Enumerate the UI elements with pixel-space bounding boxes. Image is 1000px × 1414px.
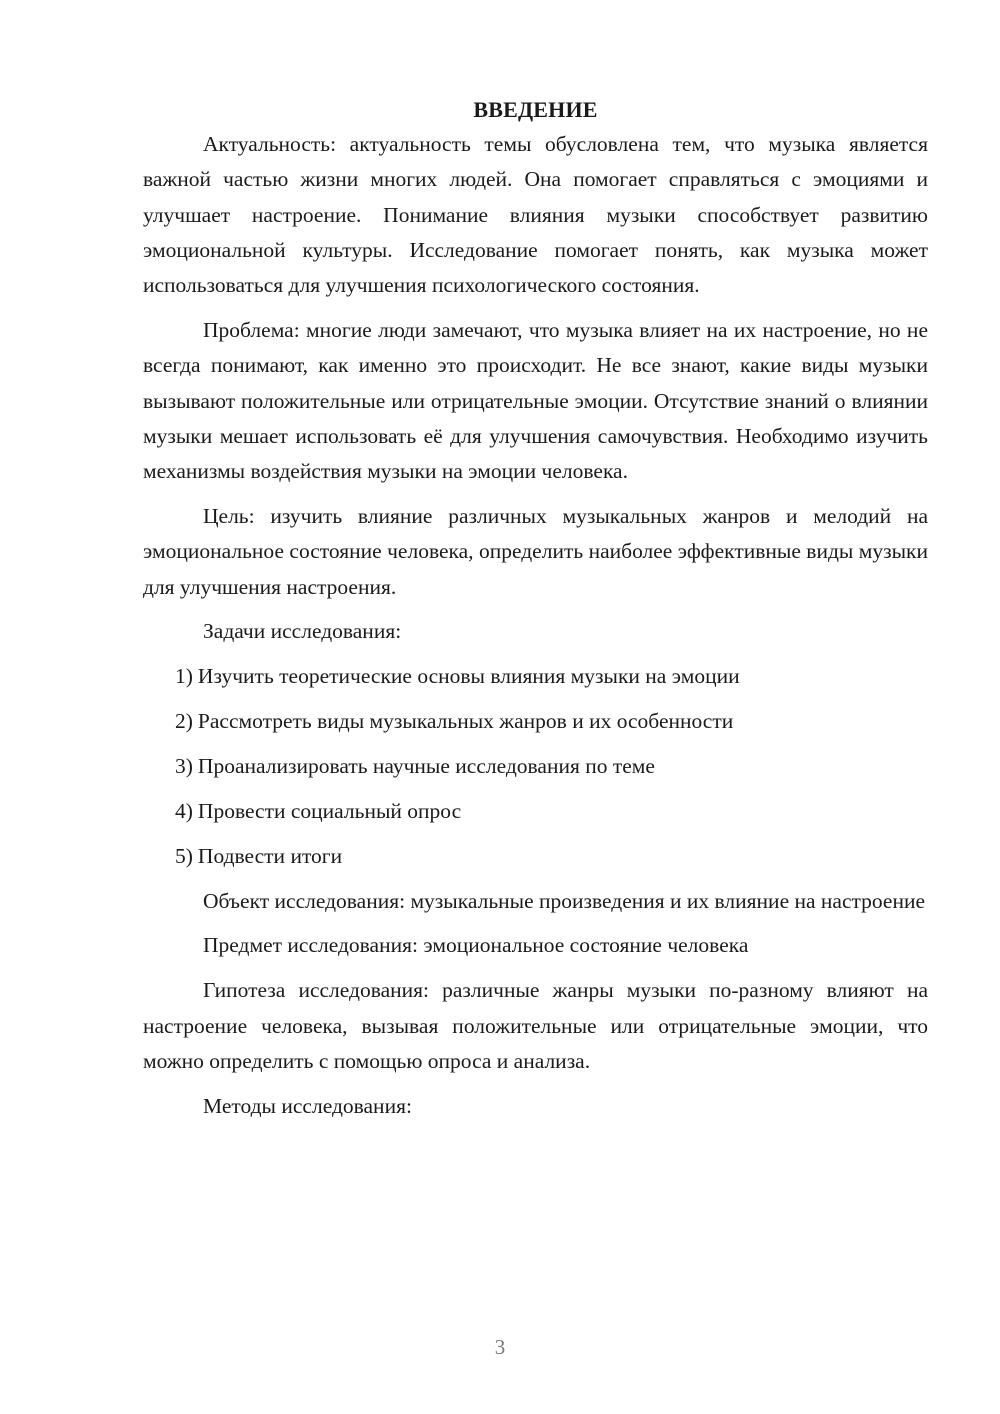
list-item-number: 4) — [175, 798, 193, 823]
paragraph-relevance: Актуальность: актуальность темы обусловлена тем, что музыка является важной частью жизни многих людей. Она помогает справляться с эмоциями и улучшает настроение. Понимание влияния музыки способствует развитию эмоциональной культуры. Исследование помогает понять, как музыка может использоваться для улучшения психологического состояния. — [143, 132, 928, 298]
list-item-text: Проанализировать научные исследования по теме — [197, 753, 655, 778]
paragraph-subject: Предмет исследования: эмоциональное состояние человека — [203, 933, 749, 958]
list-item — [143, 749, 928, 784]
page-number: 3 — [494, 1335, 506, 1359]
list-item — [143, 839, 928, 874]
paragraph-tasks-label: Задачи исследования: — [203, 619, 402, 644]
list-item-number: 2) — [175, 709, 193, 734]
list-item — [143, 659, 928, 694]
page-content — [143, 92, 928, 1133]
paragraph-methods-label: Методы исследования: — [203, 1093, 412, 1118]
list-item-number: 1) — [175, 664, 193, 689]
paragraph-hypothesis: Гипотеза исследования: различные жанры музыки по-разному влияют на настроение человека, вызывая положительные или отрицательные эмоции, что можно определить с помощью опроса и анализа. — [143, 978, 928, 1073]
list-item — [143, 704, 928, 739]
section-heading: ВВЕДЕНИЕ — [473, 97, 598, 122]
list-item-text: Подвести итоги — [197, 843, 343, 868]
tasks-list — [143, 659, 928, 874]
list-item-number: 5) — [175, 843, 193, 868]
paragraph-goal: Цель: изучить влияние различных музыкальных жанров и мелодий на эмоциональное состояние человека, определить наиболее эффективные виды музыки для улучшения настроения. — [143, 503, 928, 599]
list-item-text: Провести социальный опрос — [197, 798, 462, 823]
list-item-text: Рассмотреть виды музыкальных жанров и их особенности — [197, 709, 734, 734]
list-item — [143, 794, 928, 829]
list-item-number: 3) — [175, 753, 193, 778]
paragraph-object: Объект исследования: музыкальные произведения и их влияние на настроение — [203, 888, 926, 913]
paragraph-problem: Проблема: многие люди замечают, что музыка влияет на их настроение, но не всегда понимают, как именно это происходит. Не все знают, какие виды музыки вызывают положительные или отрицательные эмоции. Отсутствие знаний о влиянии музыки мешает использовать её для улучшения самочувствия. Необходимо изучить механизмы воздействия музыки на эмоции человека. — [143, 317, 928, 484]
list-item-text: Изучить теоретические основы влияния музыки на эмоции — [197, 664, 740, 689]
